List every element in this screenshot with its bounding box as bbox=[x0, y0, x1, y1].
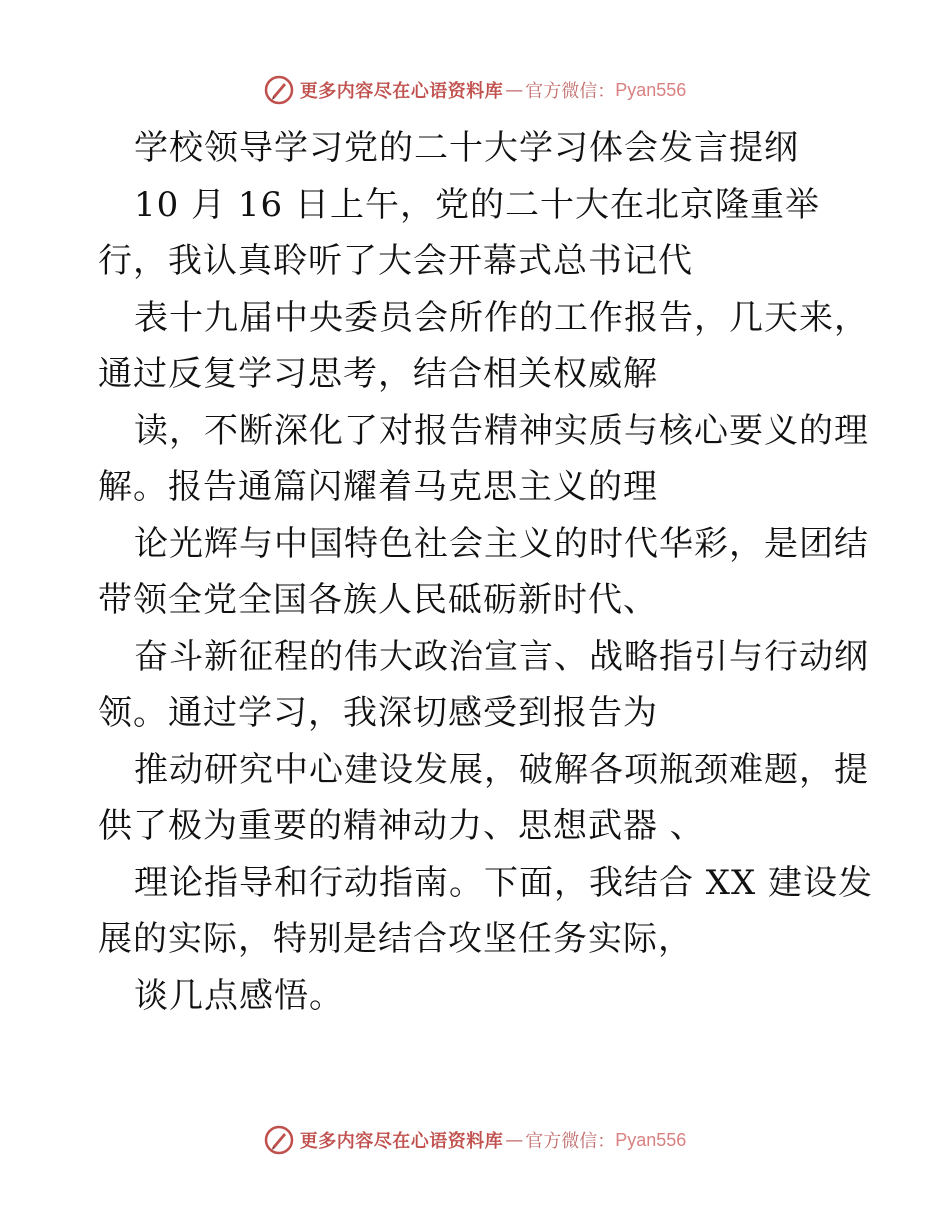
watermark-separator: — bbox=[505, 1129, 524, 1151]
text-line: 展的实际，特别是结合攻坚任务实际， bbox=[98, 919, 693, 959]
quill-logo-icon bbox=[264, 75, 294, 105]
text-line: 带领全党全国各族人民砥砺新时代、 bbox=[98, 580, 658, 620]
quill-logo-icon bbox=[264, 1125, 294, 1155]
watermark-wechat-id: Pyan556 bbox=[615, 79, 687, 100]
watermark-label: 官方微信： bbox=[525, 81, 616, 102]
text-line: 领。通过学习，我深切感受到报告为 bbox=[98, 693, 658, 733]
text-line: 论光辉与中国特色社会主义的时代华彩，是团结 bbox=[134, 523, 869, 564]
watermark-site-text: 更多内容尽在心语资料库 bbox=[299, 81, 504, 102]
footer-watermark bbox=[0, 1120, 950, 1160]
text-line: 奋斗新征程的伟大政治宣言、战略指引与行动纲 bbox=[134, 636, 869, 677]
text-line: 谈几点感悟。 bbox=[134, 975, 344, 1016]
text-line: 读，不断深化了对报告精神实质与核心要义的理 bbox=[134, 410, 869, 451]
text-line: 供了极为重要的精神动力、思想武器 、 bbox=[98, 806, 705, 846]
text-line: 理论指导和行动指南。下面，我结合 XX 建设发 bbox=[134, 862, 874, 903]
text-line: 行，我认真聆听了大会开幕式总书记代 bbox=[98, 241, 693, 281]
header-watermark bbox=[0, 70, 950, 110]
watermark-separator: — bbox=[505, 79, 524, 101]
watermark-label: 官方微信： bbox=[525, 1131, 616, 1152]
text-line: 通过反复学习思考，结合相关权威解 bbox=[98, 354, 658, 394]
document-body bbox=[98, 120, 874, 1024]
text-line: 表十九届中央委员会所作的工作报告，几天来， bbox=[134, 297, 869, 338]
watermark-site-text: 更多内容尽在心语资料库 bbox=[299, 1131, 504, 1152]
document-title: 学校领导学习党的二十大学习体会发言提纲 bbox=[134, 128, 799, 168]
text-line: 解。报告通篇闪耀着马克思主义的理 bbox=[98, 467, 658, 507]
text-line: 10 月 16 日上午，党的二十大在北京隆重举 bbox=[134, 184, 820, 225]
watermark-wechat-id: Pyan556 bbox=[615, 1129, 687, 1150]
text-line: 推动研究中心建设发展，破解各项瓶颈难题，提 bbox=[134, 749, 869, 790]
